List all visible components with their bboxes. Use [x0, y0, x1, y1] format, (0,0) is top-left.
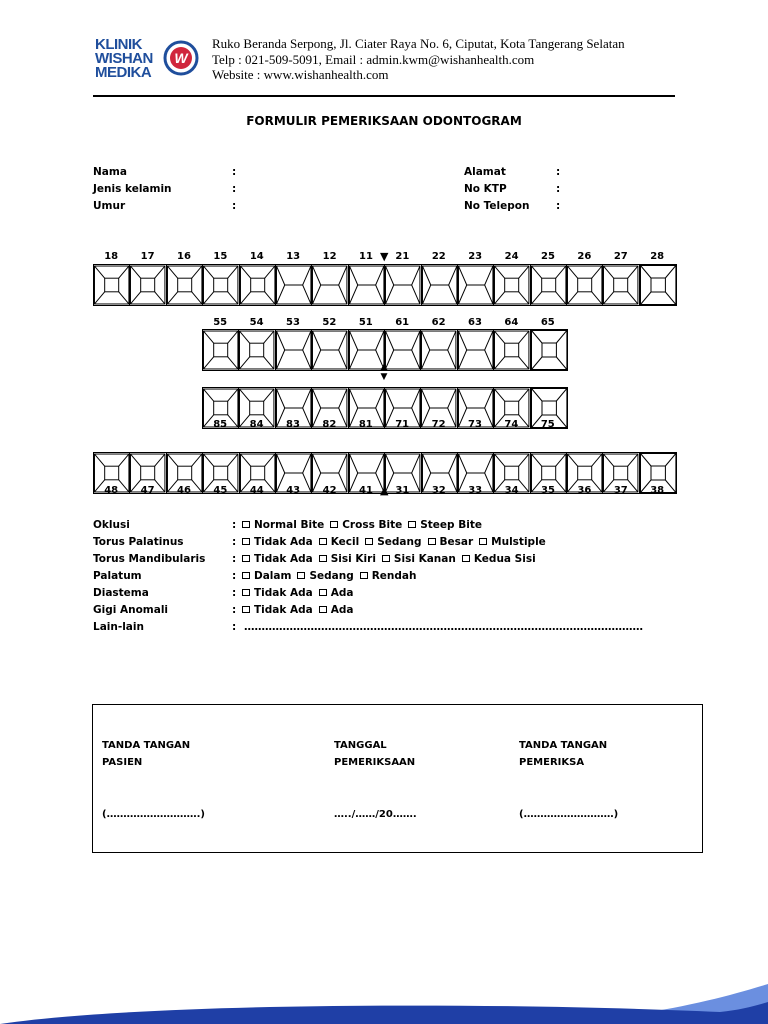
checkbox-icon[interactable]	[297, 572, 305, 579]
tooth-number: 42	[322, 485, 337, 496]
exam-option[interactable]	[240, 519, 324, 531]
patient-signature-label-1: TANDA TANGAN	[102, 740, 191, 751]
tooth-14[interactable]	[240, 265, 276, 305]
signature-box	[92, 704, 703, 853]
tooth-18[interactable]	[94, 265, 130, 305]
tooth-number: 23	[468, 251, 483, 262]
tooth-number: 16	[177, 251, 191, 262]
tooth-number: 26	[577, 251, 592, 262]
exam-option[interactable]	[328, 519, 402, 531]
tooth-number: 24	[504, 251, 519, 262]
exam-option-label: Ada	[330, 587, 354, 599]
exam-date-label-2: PEMERIKSAAN	[334, 757, 416, 768]
tooth-22[interactable]	[422, 265, 458, 305]
tooth-number: 21	[395, 251, 410, 262]
exam-option[interactable]	[477, 536, 546, 548]
tooth-number: 17	[140, 251, 155, 262]
tooth-53[interactable]	[276, 330, 312, 370]
exam-option-label: Tidak Ada	[254, 553, 313, 565]
tooth-number: 74	[504, 419, 519, 430]
exam-option[interactable]	[240, 536, 313, 548]
exam-option-label: Besar	[439, 536, 474, 548]
logo-w-emblem	[163, 40, 199, 76]
checkbox-icon[interactable]	[319, 555, 327, 562]
tooth-number: 75	[540, 419, 555, 430]
patient-signature	[102, 737, 190, 771]
patient-signature-blank[interactable]: (……………………….)	[102, 809, 205, 820]
exam-option[interactable]	[295, 570, 353, 582]
tooth-number: 48	[104, 485, 119, 496]
tooth-number: 36	[577, 485, 592, 496]
exam-option-label: Dalam	[254, 570, 292, 582]
tooth-number: 25	[541, 251, 555, 262]
tooth-62[interactable]	[421, 330, 457, 370]
field-label-alamat: Alamat	[464, 166, 506, 178]
checkbox-icon[interactable]	[428, 538, 436, 545]
exam-label: Palatum	[93, 570, 142, 582]
clinic-website: Website : www.wishanhealth.com	[212, 67, 389, 82]
exam-option[interactable]	[363, 536, 421, 548]
field-label-umur: Umur	[93, 200, 126, 212]
tooth-65[interactable]	[531, 330, 567, 370]
tooth-15[interactable]	[203, 265, 239, 305]
checkbox-icon[interactable]	[242, 538, 250, 545]
tooth-number: 44	[249, 485, 264, 496]
checkbox-icon[interactable]	[242, 589, 250, 596]
exam-option[interactable]	[426, 536, 474, 548]
tooth-number: 52	[322, 317, 337, 328]
tooth-number: 54	[249, 317, 264, 328]
tooth-16[interactable]	[167, 265, 203, 305]
exam-option-label: Sisi Kanan	[393, 553, 456, 565]
tooth-number: 43	[286, 485, 301, 496]
exam-label: Torus Palatinus	[93, 536, 184, 548]
tooth-23[interactable]	[458, 265, 494, 305]
tooth-number: 82	[322, 419, 337, 430]
exam-option-label: Mulstiple	[491, 536, 546, 548]
tooth-number: 38	[650, 485, 665, 496]
exam-option-label: Tidak Ada	[254, 604, 313, 616]
exam-option-label: Cross Bite	[342, 519, 403, 531]
tooth-26[interactable]	[567, 265, 603, 305]
tooth-52[interactable]	[312, 330, 348, 370]
tooth-number: 28	[650, 251, 665, 262]
tooth-number: 41	[359, 485, 373, 496]
exam-options	[240, 536, 550, 548]
exam-option-label: Kecil	[330, 536, 360, 548]
tooth-number: 45	[213, 485, 228, 496]
exam-option[interactable]	[240, 570, 291, 582]
tooth-number: 83	[286, 419, 300, 430]
checkbox-icon[interactable]	[242, 572, 250, 579]
tooth-21[interactable]	[385, 265, 421, 305]
logo-mark: W	[174, 50, 188, 66]
field-label-jenis-kelamin: Jenis kelamin	[93, 183, 172, 195]
examiner-signature-blank[interactable]: (………………………)	[519, 809, 619, 820]
exam-options	[240, 621, 643, 633]
exam-options	[240, 604, 357, 616]
exam-option[interactable]	[380, 553, 456, 565]
logo-text-klinik: KLINIK	[95, 36, 142, 53]
tooth-number: 18	[104, 251, 119, 262]
checkbox-icon[interactable]	[319, 538, 327, 545]
tooth-number: 13	[286, 251, 301, 262]
exam-options	[240, 553, 540, 565]
tooth-13[interactable]	[276, 265, 312, 305]
tooth-number: 11	[359, 251, 373, 262]
exam-option[interactable]	[240, 553, 313, 565]
tooth-number: 71	[395, 419, 410, 430]
tooth-number: 37	[613, 485, 628, 496]
checkbox-icon[interactable]	[319, 606, 327, 613]
tooth-number: 32	[431, 485, 446, 496]
exam-option[interactable]	[317, 553, 376, 565]
exam-option[interactable]	[460, 553, 536, 565]
exam-option-label: Kedua Sisi	[473, 553, 536, 565]
tooth-55[interactable]	[203, 330, 239, 370]
exam-colon: :	[232, 604, 237, 616]
field-label-no-ktp: No KTP	[464, 183, 507, 195]
tooth-54[interactable]	[239, 330, 275, 370]
examiner-signature	[519, 737, 607, 771]
exam-option[interactable]	[406, 519, 482, 531]
exam-option[interactable]	[358, 570, 417, 582]
tooth-number: 84	[249, 419, 264, 430]
tooth-63[interactable]	[458, 330, 494, 370]
logo-text-wishan: WISHAN	[95, 50, 153, 67]
tooth-number: 55	[213, 317, 228, 328]
midline-arrow-up: ▲	[380, 484, 389, 497]
exam-option[interactable]	[317, 604, 354, 616]
tooth-number: 63	[468, 317, 482, 328]
patient-signature-label-2: PASIEN	[102, 757, 143, 768]
exam-colon: :	[232, 536, 237, 548]
exam-other-blank[interactable]: ……………………………………………………………………………………………………	[244, 621, 643, 633]
tooth-27[interactable]	[603, 265, 639, 305]
clinic-logo	[95, 38, 205, 84]
exam-date	[334, 737, 415, 771]
tooth-number: 62	[431, 317, 446, 328]
tooth-64[interactable]	[494, 330, 530, 370]
exam-label: Oklusi	[93, 519, 130, 531]
tooth-number: 47	[140, 485, 155, 496]
tooth-number: 34	[504, 485, 519, 496]
midline-arrow-both: ▲ ▼	[380, 362, 388, 382]
field-colon: :	[232, 166, 237, 178]
exam-option[interactable]	[240, 587, 313, 599]
exam-option-label: Rendah	[371, 570, 417, 582]
midline-arrow-down: ▼	[380, 250, 389, 263]
tooth-number: 85	[213, 419, 228, 430]
clinic-address: Ruko Beranda Serpong, Jl. Ciater Raya No. 6, Ciputat, Kota Tangerang Selatan	[212, 36, 625, 51]
tooth-28[interactable]	[640, 265, 676, 305]
tooth-11[interactable]	[349, 265, 385, 305]
exam-colon: :	[232, 570, 237, 582]
exam-option[interactable]	[240, 604, 313, 616]
tooth-number: 12	[322, 251, 337, 262]
exam-option-label: Steep Bite	[420, 519, 482, 531]
exam-label: Diastema	[93, 587, 149, 599]
exam-option-label: Ada	[330, 604, 354, 616]
checkbox-icon[interactable]	[319, 589, 327, 596]
exam-colon: :	[232, 621, 237, 633]
checkbox-icon[interactable]	[242, 555, 250, 562]
field-colon: :	[232, 183, 237, 195]
examiner-signature-label-2: PEMERIKSA	[519, 757, 585, 768]
checkbox-icon[interactable]	[242, 521, 250, 528]
tooth-number: 51	[358, 317, 373, 328]
tooth-number: 72	[431, 419, 446, 430]
tooth-number: 31	[395, 485, 410, 496]
tooth-number: 64	[504, 317, 519, 328]
tooth-number: 53	[286, 317, 300, 328]
exam-colon: :	[232, 553, 237, 565]
exam-date-label-1: TANGGAL	[334, 740, 387, 751]
exam-options	[240, 570, 420, 582]
field-colon: :	[556, 200, 561, 212]
tooth-61[interactable]	[385, 330, 421, 370]
exam-label: Gigi Anomali	[93, 604, 169, 616]
tooth-number: 14	[249, 251, 264, 262]
checkbox-icon[interactable]	[242, 606, 250, 613]
examiner-signature-label-1: TANDA TANGAN	[519, 740, 608, 751]
tooth-17[interactable]	[130, 265, 166, 305]
checkbox-icon[interactable]	[382, 555, 390, 562]
clinic-address-block	[212, 36, 692, 83]
clinic-contact: Telp : 021-509-5091, Email : admin.kwm@wishanhealth.com	[212, 51, 535, 67]
checkbox-icon[interactable]	[408, 521, 416, 528]
tooth-number: 35	[541, 485, 555, 496]
header-divider	[93, 95, 675, 97]
exam-label: Torus Mandibularis	[93, 553, 206, 565]
field-label-no-telepon: No Telepon	[464, 200, 530, 212]
exam-option-label: Tidak Ada	[254, 536, 313, 548]
exam-option-label: Sisi Kiri	[330, 553, 376, 565]
field-colon: :	[556, 183, 561, 195]
exam-date-blank[interactable]: …../……/20…….	[334, 809, 417, 820]
tooth-number: 22	[431, 251, 446, 262]
tooth-12[interactable]	[312, 265, 348, 305]
upper-permanent-teeth-row	[93, 264, 677, 306]
tooth-number: 27	[613, 251, 628, 262]
tooth-number: 46	[177, 485, 191, 496]
field-colon: :	[556, 166, 561, 178]
tooth-25[interactable]	[531, 265, 567, 305]
checkbox-icon[interactable]	[330, 521, 338, 528]
tooth-number: 65	[540, 317, 555, 328]
field-colon: :	[232, 200, 237, 212]
exam-option[interactable]	[317, 536, 360, 548]
tooth-number: 73	[468, 419, 482, 430]
exam-options	[240, 587, 357, 599]
exam-option[interactable]	[317, 587, 354, 599]
exam-colon: :	[232, 587, 237, 599]
exam-option-label: Sedang	[309, 570, 354, 582]
form-title: FORMULIR PEMERIKSAAN ODONTOGRAM	[246, 114, 522, 128]
exam-label: Lain-lain	[93, 621, 144, 633]
exam-option-label: Tidak Ada	[254, 587, 313, 599]
tooth-24[interactable]	[494, 265, 530, 305]
footer-swoosh-decoration	[0, 964, 768, 1024]
tooth-number: 15	[213, 251, 228, 262]
exam-options	[240, 519, 486, 531]
checkbox-icon[interactable]	[462, 555, 470, 562]
field-label-nama: Nama	[93, 166, 127, 178]
tooth-number: 81	[358, 419, 373, 430]
tooth-number: 61	[395, 317, 410, 328]
exam-option-label: Sedang	[377, 536, 422, 548]
checkbox-icon[interactable]	[365, 538, 373, 545]
exam-colon: :	[232, 519, 237, 531]
checkbox-icon[interactable]	[360, 572, 368, 579]
tooth-number: 33	[468, 485, 483, 496]
logo-text-medika: MEDIKA	[95, 64, 152, 81]
exam-option-label: Normal Bite	[254, 519, 325, 531]
checkbox-icon[interactable]	[479, 538, 487, 545]
